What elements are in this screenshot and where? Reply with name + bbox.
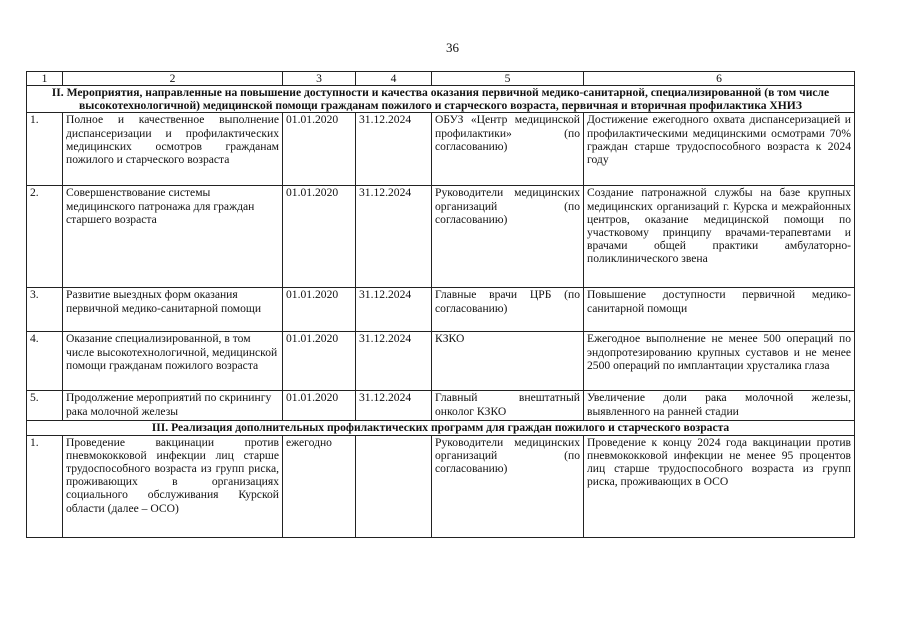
end-date-cell: 31.12.2024 — [356, 186, 432, 288]
start-date-cell: 01.01.2020 — [283, 332, 356, 391]
measure-cell: Полное и качественное выполнение диспансеризации и профилактических медицинских осмотров гражданам пожилого и старческого возраста — [63, 113, 283, 186]
column-number: 6 — [584, 72, 855, 86]
start-date-cell: 01.01.2020 — [283, 113, 356, 186]
row-number: 2. — [27, 186, 63, 288]
responsible-cell: Руководители медицинских организаций (по согласованию) — [432, 435, 584, 537]
table-row — [27, 435, 855, 537]
section-header-row — [27, 86, 855, 113]
measure-cell: Продолжение мероприятий по скринингу рака молочной железы — [63, 391, 283, 421]
responsible-cell: Руководители медицинских организаций (по согласованию) — [432, 186, 584, 288]
column-number-row — [27, 72, 855, 86]
section-header-row — [27, 421, 855, 435]
responsible-cell: ОБУЗ «Центр медицинской профилактики» (по согласованию) — [432, 113, 584, 186]
table-row — [27, 113, 855, 186]
column-number: 3 — [283, 72, 356, 86]
result-cell: Достижение ежегодного охвата диспансеризацией и профилактическими медицинскими осмотрами 70% граждан старше трудоспособного возраста к 2024 году — [584, 113, 855, 186]
responsible-cell: Главный внештатный онколог КЗКО — [432, 391, 584, 421]
end-date-cell — [356, 435, 432, 537]
end-date-cell: 31.12.2024 — [356, 288, 432, 332]
measure-cell: Оказание специализированной, в том числе высокотехнологичной, медицинской помощи гражданам пожилого возраста — [63, 332, 283, 391]
measure-cell: Совершенствование системы медицинского патронажа для граждан старшего возраста — [63, 186, 283, 288]
result-cell: Увеличение доли рака молочной железы, выявленного на ранней стадии — [584, 391, 855, 421]
result-cell: Ежегодное выполнение не менее 500 операций по эндопротезированию крупных суставов и не менее 2500 операций по имплантации хрусталика глаза — [584, 332, 855, 391]
responsible-cell: КЗКО — [432, 332, 584, 391]
row-number: 5. — [27, 391, 63, 421]
column-number: 4 — [356, 72, 432, 86]
table-row — [27, 288, 855, 332]
end-date-cell: 31.12.2024 — [356, 113, 432, 186]
table-row — [27, 332, 855, 391]
start-date-cell: 01.01.2020 — [283, 391, 356, 421]
measure-cell: Проведение вакцинации против пневмококковой инфекции лиц старше трудоспособного возраста из групп риска, проживающих в организациях социального обслуживания Курской области (далее – ОСО) — [63, 435, 283, 537]
table-row — [27, 186, 855, 288]
section-title: III. Реализация дополнительных профилактических программ для граждан пожилого и старческого возраста — [27, 421, 855, 435]
row-number: 1. — [27, 435, 63, 537]
result-cell: Повышение доступности первичной медико-санитарной помощи — [584, 288, 855, 332]
responsible-cell: Главные врачи ЦРБ (по согласованию) — [432, 288, 584, 332]
section-title: II. Мероприятия, направленные на повышение доступности и качества оказания первичной медико-санитарной, специализированной (в том числе высокотехнологичной) медицинской помощи гражданам пожилого и старческого возраста, первичная и вторичная профилактика ХНИЗ — [27, 86, 855, 113]
row-number: 1. — [27, 113, 63, 186]
start-date-cell: ежегодно — [283, 435, 356, 537]
start-date-cell: 01.01.2020 — [283, 288, 356, 332]
row-number: 4. — [27, 332, 63, 391]
table-row — [27, 391, 855, 421]
column-number: 5 — [432, 72, 584, 86]
result-cell: Проведение к концу 2024 года вакцинации против пневмококковой инфекции не менее 95 процентов лиц старше трудоспособного возраста из групп риска, проживающих в ОСО — [584, 435, 855, 537]
result-cell: Создание патронажной службы на базе крупных медицинских организаций г. Курска и межрайонных центров, оказание медицинской помощи по участковому принципу врачами-терапевтами и врачами общей практики амбулаторно-поликлинического звена — [584, 186, 855, 288]
start-date-cell: 01.01.2020 — [283, 186, 356, 288]
end-date-cell: 31.12.2024 — [356, 332, 432, 391]
page-number: 36 — [446, 40, 459, 55]
measure-cell: Развитие выездных форм оказания первичной медико-санитарной помощи — [63, 288, 283, 332]
measures-table — [26, 71, 855, 538]
end-date-cell: 31.12.2024 — [356, 391, 432, 421]
row-number: 3. — [27, 288, 63, 332]
column-number: 1 — [27, 72, 63, 86]
column-number: 2 — [63, 72, 283, 86]
